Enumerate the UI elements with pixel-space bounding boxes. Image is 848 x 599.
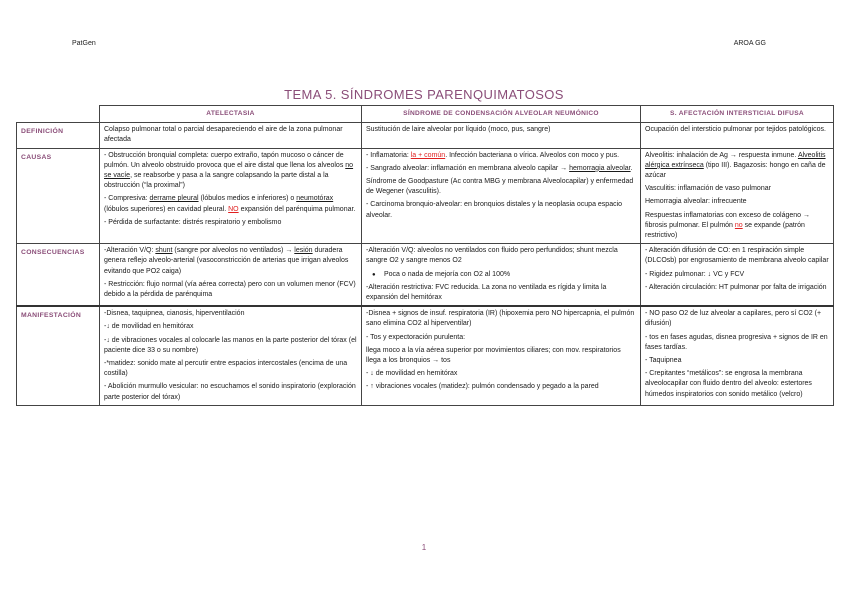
- paragraph: - Alteración circulación: HT pulmonar por falta de irrigación: [645, 283, 827, 291]
- bullet-item: ● Poca o nada de mejoría con O2 al 100%: [366, 270, 636, 280]
- paragraph: - Compresiva: derrame pleural (lóbulos medios e inferiores) o neumotórax (lóbulos superiores) en cavidad pleural. NO expansión del parénquima pulmonar.: [104, 195, 356, 213]
- cell-causas-atelectasia: [100, 148, 362, 244]
- paragraph: - Rigidez pulmonar: ↓ VC y FCV: [645, 270, 745, 278]
- paragraph: - Obstrucción bronquial completa: cuerpo extraño, tapón mucoso o cáncer de pulmón. Un alveolo obstruido provoca que el aire distal que llena los alveolos no se vacíe, se reabsorbe y pasa a la sangre colapsando la parte distal a la obstrucción (“la proximal”): [104, 151, 354, 190]
- row-header-consecuencias: CONSECUENCIAS: [17, 244, 100, 307]
- paragraph: - Crepitantes “metálicos”: se engrosa la membrana alveolocapilar con fluido dentro del alveolo: estertores húmedos inspiratorios con sonido metálico (velcro): [645, 370, 812, 398]
- paragraph: - Sangrado alveolar: inflamación en membrana alveolo capilar → hemorragia alveolar.: [366, 164, 633, 172]
- paragraph: Síndrome de Goodpasture (Ac contra MBG y membrana Alveolocapilar) y enfermedad de Wegener (vasculitis).: [366, 178, 634, 196]
- column-header-condensacion: SÍNDROME DE CONDENSACIÓN ALVEOLAR NEUMÓNICO: [362, 106, 641, 123]
- paragraph: Respuestas inflamatorias con exceso de colágeno → fibrosis pulmonar. El pulmón no se expande (patrón restrictivo): [645, 211, 810, 240]
- paragraph: - NO paso O2 de luz alveolar a capilares, pero sí CO2 (+ difusión): [645, 310, 822, 328]
- row-header-manifestacion: MANIFESTACIÓN: [17, 306, 100, 405]
- paragraph: - Inflamatoria: la + común. Infección bacteriana o vírica. Alveolos con moco y pus.: [366, 151, 620, 159]
- cell-causas-intersticial: [641, 148, 834, 244]
- paragraph: -Alteración V/Q: alveolos no ventilados con fluido pero perfundidos; shunt mezcla sangre O2 y sangre menos O2: [366, 247, 618, 265]
- cell-definicion-atelectasia: Colapso pulmonar total o parcial desapareciendo el aire de la zona pulmonar afectada: [100, 123, 362, 148]
- paragraph: - ↓ de movilidad en hemitórax: [366, 370, 458, 378]
- page-title: TEMA 5. SÍNDROMES PARENQUIMATOSOS: [284, 87, 564, 102]
- paragraph: - ↑ vibraciones vocales (matidez): pulmón condensado y pegado a la pared: [366, 383, 599, 391]
- paragraph: -Disnea, taquipnea, cianosis, hiperventilación: [104, 310, 245, 318]
- cell-consecuencias-condensacion: [362, 244, 641, 307]
- paragraph: -*matidez: sonido mate al percutir entre espacios intercostales (encima de una costilla): [104, 360, 348, 378]
- cell-definicion-condensacion: Sustitución de laire alveolar por líquido (moco, pus, sangre): [362, 123, 641, 148]
- table-row-causas: [17, 148, 834, 244]
- paragraph: -↓ de vibraciones vocales al colocarle las manos en la parte posterior del tórax (el paciente dice 33 o su nombre): [104, 336, 357, 354]
- cell-manifestacion-atelectasia: [100, 306, 362, 405]
- paragraph: - Pérdida de surfactante: distrés respiratorio y embolismo: [104, 218, 282, 226]
- cell-manifestacion-condensacion: [362, 306, 641, 405]
- paragraph: - Taquipnea: [645, 357, 682, 365]
- paragraph: -Disnea + signos de insuf. respiratoria (IR) (hipoxemia pero NO hipercapnia, el pulmón sano elimina CO2 al hiperventilar): [366, 310, 635, 328]
- table-row-consecuencias: [17, 244, 834, 307]
- paragraph: Vasculitis: inflamación de vaso pulmonar: [645, 185, 771, 193]
- column-header-atelectasia: ATELECTASIA: [100, 106, 362, 123]
- row-header-definicion: DEFINICIÓN: [17, 123, 100, 148]
- syndromes-table: [16, 105, 834, 406]
- table-row-definicion: [17, 123, 834, 148]
- paragraph: Hemorragia alveolar: infrecuente: [645, 198, 747, 206]
- cell-definicion-intersticial: Ocupación del intersticio pulmonar por tejidos patológicos.: [641, 123, 834, 148]
- table-header-row: [17, 106, 834, 123]
- paragraph: - Tos y expectoración purulenta:: [366, 333, 466, 341]
- cell-manifestacion-intersticial: [641, 306, 834, 405]
- paragraph: -Alteración restrictiva: FVC reducida. La zona no ventilada es rígida y limita la expansión del hemitórax: [366, 283, 607, 302]
- row-header-causas: CAUSAS: [17, 148, 100, 244]
- page-number: 1: [421, 543, 427, 552]
- paragraph: - Restricción: flujo normal (vía aérea correcta) pero con un volumen menor (FCV) debido a la pérdida de parénquima: [104, 280, 356, 299]
- paragraph: - tos en fases agudas, disnea progresiva + signos de IR en fases tardías.: [645, 333, 828, 351]
- header-left: PatGen: [72, 40, 96, 47]
- paragraph: - Carcinoma bronquio-alveolar: en bronquios distales y la neoplasia ocupa espacio alveolar.: [366, 201, 623, 219]
- cell-consecuencias-atelectasia: [100, 244, 362, 307]
- paragraph: -Alteración V/Q: shunt (sangre por alveolos no ventilados) → lesión duradera genera reflejo alveolo-arterial (vasoconstricción de arterias que irrigan alveolos evitando que PO2 caiga): [104, 247, 349, 275]
- corner-cell: [17, 106, 100, 123]
- paragraph: - Alteración difusión de CO: en 1 respiración simple (DLCOsb) por engrosamiento de membrana alveolo capilar: [645, 247, 829, 265]
- paragraph: -↓ de movilidad en hemitórax: [104, 323, 194, 331]
- paragraph: llega moco a la vía aérea superior por movimientos ciliares; con mov. respiratorios llega a los bronquios → tos: [366, 346, 621, 365]
- paragraph: - Abolición murmullo vesicular: no escuchamos el sonido inspiratorio (exploración parte posterior del tórax): [104, 383, 356, 401]
- header-right: AROA GG: [733, 40, 766, 47]
- cell-causas-condensacion: [362, 148, 641, 244]
- column-header-intersticial: S. AFECTACIÓN INTERSTICIAL DIFUSA: [641, 106, 834, 123]
- cell-consecuencias-intersticial: [641, 244, 834, 307]
- paragraph: Alveolitis: inhalación de Ag → respuesta inmune. Alveolitis alérgica extrínseca (tipo III). Bagazosis: hongo en caña de azúcar: [645, 151, 826, 180]
- table-row-manifestacion: [17, 306, 834, 405]
